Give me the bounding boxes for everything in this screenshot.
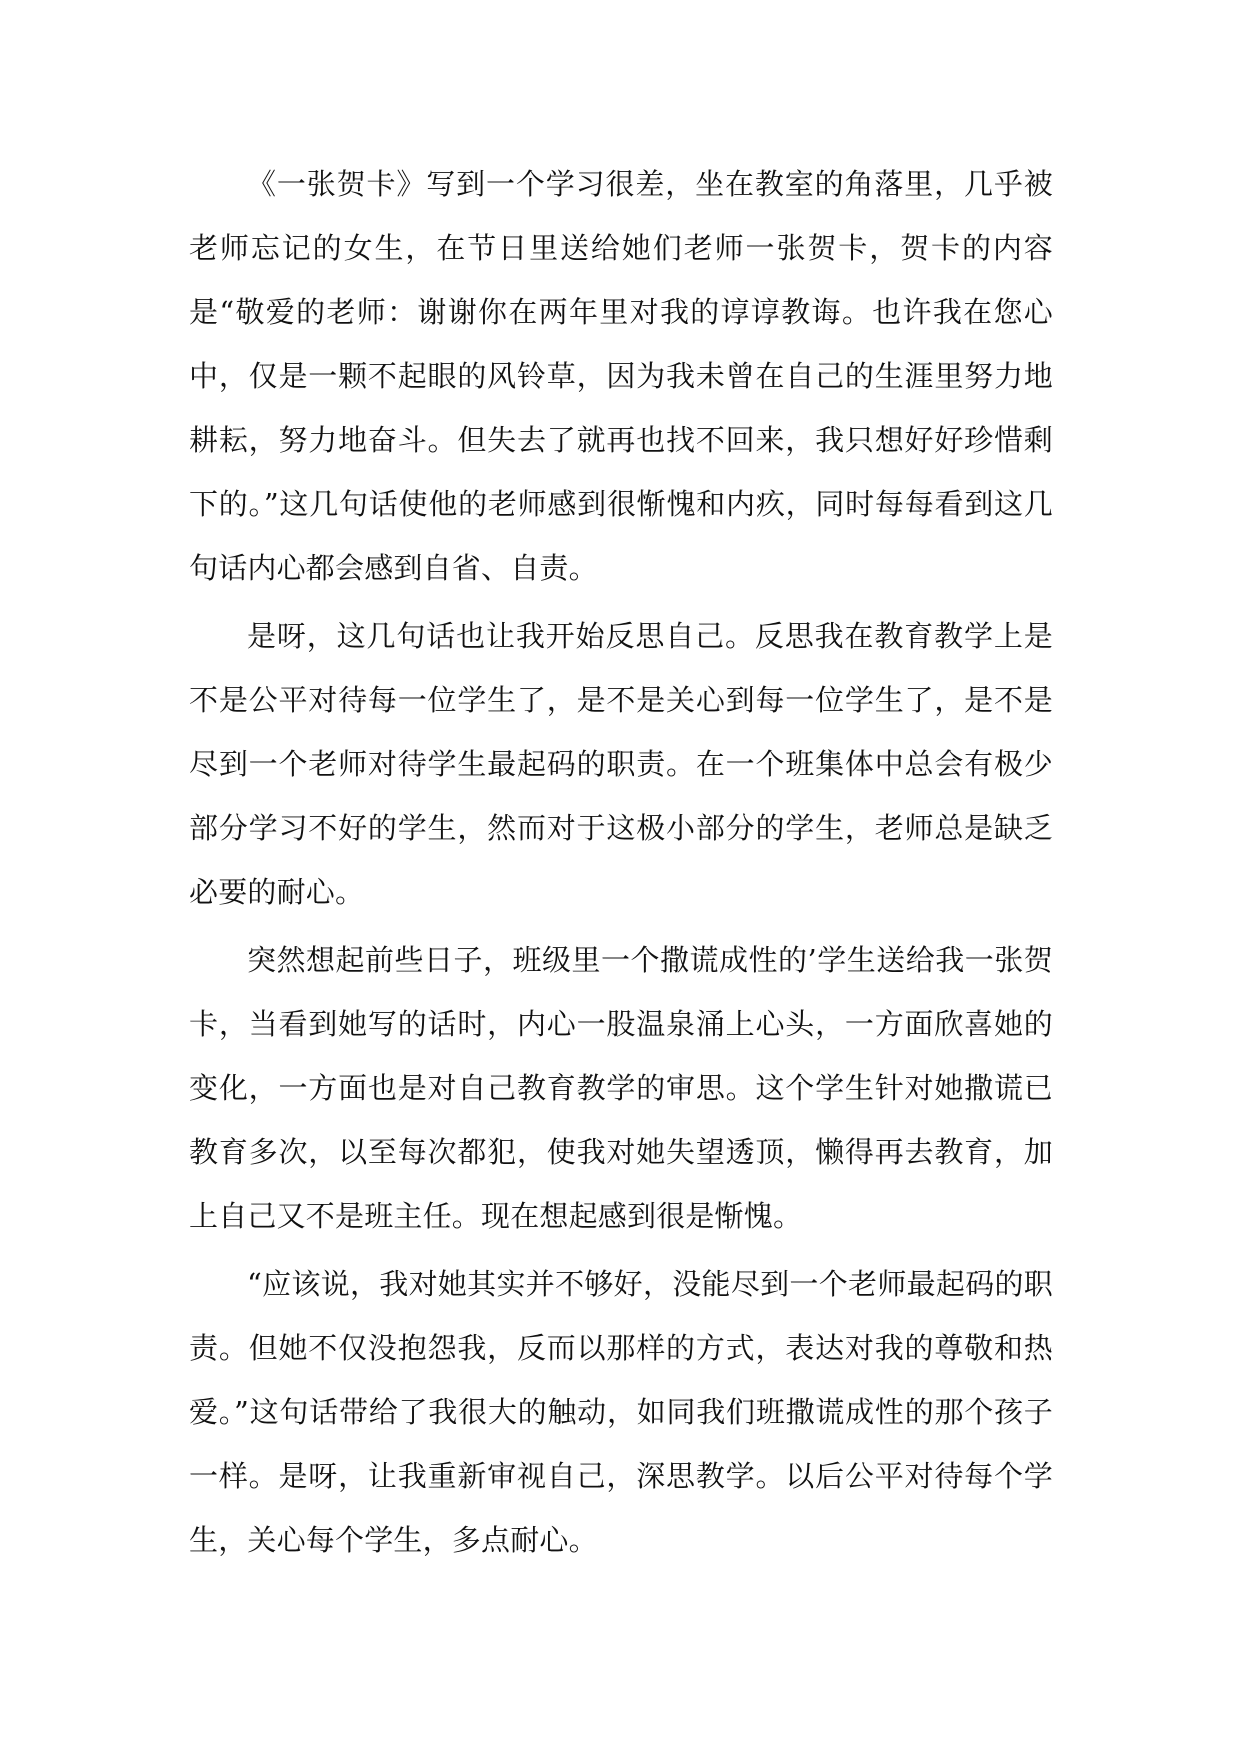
- document-body: [189, 152, 1053, 1572]
- paragraph-2: 是呀，这几句话也让我开始反思自己。反思我在教育教学上是不是公平对待每一位学生了，是不是关心到每一位学生了，是不是尽到一个老师对待学生最起码的职责。在一个班集体中总会有极少部分学习不好的学生，然而对于这极小部分的学生，老师总是缺乏必要的耐心。: [189, 619, 1053, 909]
- paragraph-4: “应该说，我对她其实并不够好，没能尽到一个老师最起码的职责。但她不仅没抱怨我，反而以那样的方式，表达对我的尊敬和热爱。”这句话带给了我很大的触动，如同我们班撒谎成性的那个孩子一样。是呀，让我重新审视自己，深思教学。以后公平对待每个学生，关心每个学生，多点耐心。: [189, 1267, 1053, 1557]
- paragraph-1: 《一张贺卡》写到一个学习很差，坐在教室的角落里，几乎被老师忘记的女生，在节日里送给她们老师一张贺卡，贺卡的内容是“敬爱的老师：谢谢你在两年里对我的谆谆教诲。也许我在您心中，仅是一颗不起眼的风铃草，因为我未曾在自己的生涯里努力地耕耘，努力地奋斗。但失去了就再也找不回来，我只想好好珍惜剩下的。”这几句话使他的老师感到很惭愧和内疚，同时每每看到这几句话内心都会感到自省、自责。: [189, 167, 1053, 585]
- paragraph-3: 突然想起前些日子，班级里一个撒谎成性的’学生送给我一张贺卡，当看到她写的话时，内心一股温泉涌上心头，一方面欣喜她的变化，一方面也是对自己教育教学的审思。这个学生针对她撒谎已教育多次，以至每次都犯，使我对她失望透顶，懒得再去教育，加上自己又不是班主任。现在想起感到很是惭愧。: [189, 943, 1053, 1233]
